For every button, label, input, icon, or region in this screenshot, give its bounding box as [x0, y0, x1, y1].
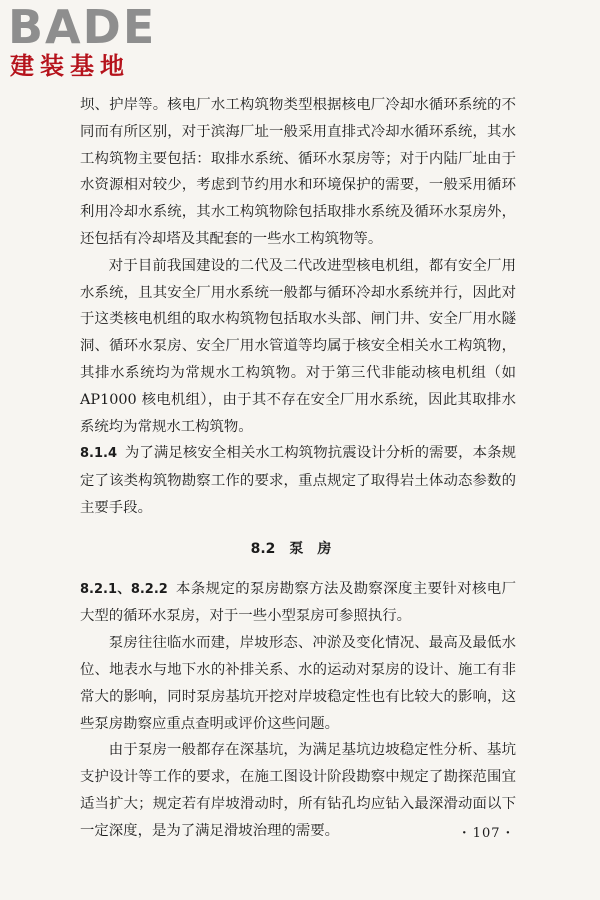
- clause-paragraph: [80, 576, 516, 631]
- clause-paragraph: [80, 440, 516, 521]
- clause-text: 为了满足核安全相关水工构筑物抗震设计分析的需要，本条规定了该类构筑物勘察工作的要求，重点规定了取得岩土体动态参数的主要手段。: [80, 445, 516, 516]
- paragraph: 泵房往往临水而建，岸坡形态、冲淤及变化情况、最高及最低水位、地表水与地下水的补排关系、水的运动对泵房的设计、施工有非常大的影响，同时泵房基坑开挖对岸坡稳定性也有比较大的影响，这些泵房勘察应重点查明或评价这些问题。: [80, 635, 516, 732]
- page-number: [462, 826, 511, 841]
- paragraph: 对于目前我国建设的二代及二代改进型核电机组，都有安全厂用水系统，且其安全厂用水系统一般都与循环冷却水系统并行，因此对于这类核电机组的取水构筑物包括取水头部、闸门井、安全厂用水隧洞、循环水泵房、安全厂用水管道等均属于核安全相关水工构筑物，其排水系统均为常规水工构筑物。对于第三代非能动核电机组（如 AP1000 核电机组），由于其不存在安全厂用水系统，因此其取排水系统均为常规水工构筑物。: [80, 257, 516, 435]
- logo-subtitle: 建装基地: [10, 52, 130, 80]
- page-number-value: 107: [472, 826, 501, 841]
- clause-text: 本条规定的泵房勘察方法及勘察深度主要针对核电厂大型的循环水泵房，对于一些小型泵房可参照执行。: [80, 580, 516, 625]
- section-number: 8.2: [250, 540, 276, 557]
- section-title: 泵房: [289, 540, 346, 557]
- clause-number: 8.2.1、8.2.2: [80, 581, 168, 597]
- clause-number: 8.1.4: [80, 446, 118, 462]
- page-body: [80, 92, 516, 845]
- paragraph: 由于泵房一般都存在深基坑，为满足基坑边坡稳定性分析、基坑支护设计等工作的要求，在施工图设计阶段勘察中规定了勘探范围宜适当扩大；规定若有岸坡滑动时，所有钻孔均应钻入最深滑动面以下一定深度，是为了满足滑坡治理的需要。: [80, 742, 516, 839]
- logo: [8, 0, 188, 80]
- section-heading: [80, 536, 516, 563]
- logo-mark: BADE: [8, 0, 157, 54]
- paragraph: 坝、护岸等。核电厂水工构筑物类型根据核电厂冷却水循环系统的不同而有所区别，对于滨海厂址一般采用直排式冷却水循环系统，其水工构筑物主要包括：取排水系统、循环水泵房等；对于内陆厂址由于水资源相对较少，考虑到节约用水和环境保护的需要，一般采用循环利用冷却水系统，其水工构筑物除包括取排水系统及循环水泵房外，还包括有冷却塔及其配套的一些水工构筑物等。: [80, 97, 516, 247]
- page-number-dot: ·: [505, 826, 512, 841]
- page-number-dot: ·: [462, 826, 468, 841]
